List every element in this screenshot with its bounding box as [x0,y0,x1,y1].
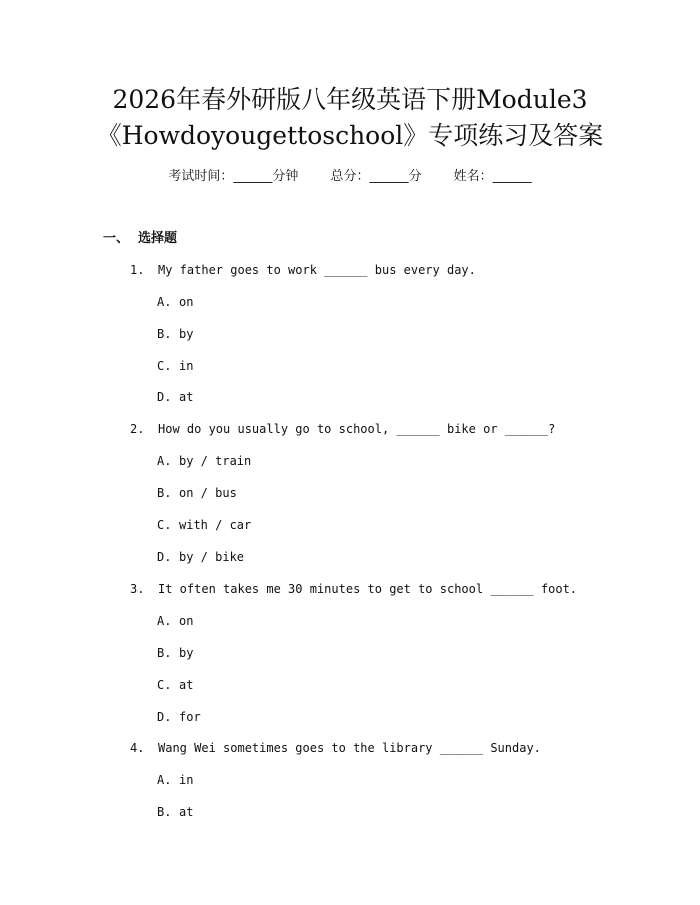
option-label: C. [157,678,172,692]
section-title: 选择题 [138,231,178,246]
option-label: B. [157,486,172,500]
option-label: A. [157,295,172,309]
question-text: How do you usually go to school, ______ bike or ______? [158,422,556,436]
question-text: Wang Wei sometimes goes to the library ______ Sunday. [158,741,541,755]
option [157,293,193,311]
question-number: 2. [130,422,145,436]
option-label: A. [157,773,172,787]
student-name-field: 姓名：______ [453,169,532,184]
question-text: My father goes to work ______ bus every day. [158,263,476,277]
option-text: for [179,710,201,724]
question [130,420,555,438]
exam-score-field: 总分：______分 [330,169,422,184]
option-label: A. [157,454,172,468]
exam-time-field: 考试时间：______分钟 [168,169,299,184]
option-text: on / bus [179,486,237,500]
section-number: 一、 [103,231,130,246]
option [157,708,201,726]
question-number: 1. [130,263,145,277]
option [157,644,193,662]
question [130,739,541,757]
page-title-line-2: 《Howdoyougettoschool》专项练习及答案 [96,121,604,150]
option-label: D. [157,550,172,564]
question [130,261,476,279]
option-label: B. [157,646,172,660]
section-heading [103,230,177,248]
option-text: by [179,646,194,660]
option [157,548,244,566]
option [157,388,193,406]
option [157,612,193,630]
question-number: 4. [130,741,145,755]
option-text: by / bike [179,550,245,564]
option [157,803,193,821]
option-text: at [179,805,194,819]
option-text: on [179,614,194,628]
option-label: A. [157,614,172,628]
option-text: at [179,678,194,692]
page-title-line-1: 2026年春外研版八年级英语下册Module3 [112,85,588,114]
option-text: by / train [179,454,252,468]
option-text: on [179,295,194,309]
option-label: D. [157,390,172,404]
question [130,580,577,598]
option-label: C. [157,518,172,532]
question-number: 3. [130,582,145,596]
option [157,452,251,470]
option [157,771,193,789]
option-text: with / car [179,518,252,532]
option [157,516,251,534]
option-text: at [179,390,194,404]
question-text: It often takes me 30 minutes to get to school ______ foot. [158,582,578,596]
option [157,484,237,502]
option-label: B. [157,327,172,341]
option-label: C. [157,359,172,373]
option [157,676,193,694]
option-text: in [179,773,194,787]
exam-info [0,168,700,186]
option-label: D. [157,710,172,724]
option-text: in [179,359,194,373]
option-text: by [179,327,194,341]
option [157,325,193,343]
option-label: B. [157,805,172,819]
option [157,357,193,375]
